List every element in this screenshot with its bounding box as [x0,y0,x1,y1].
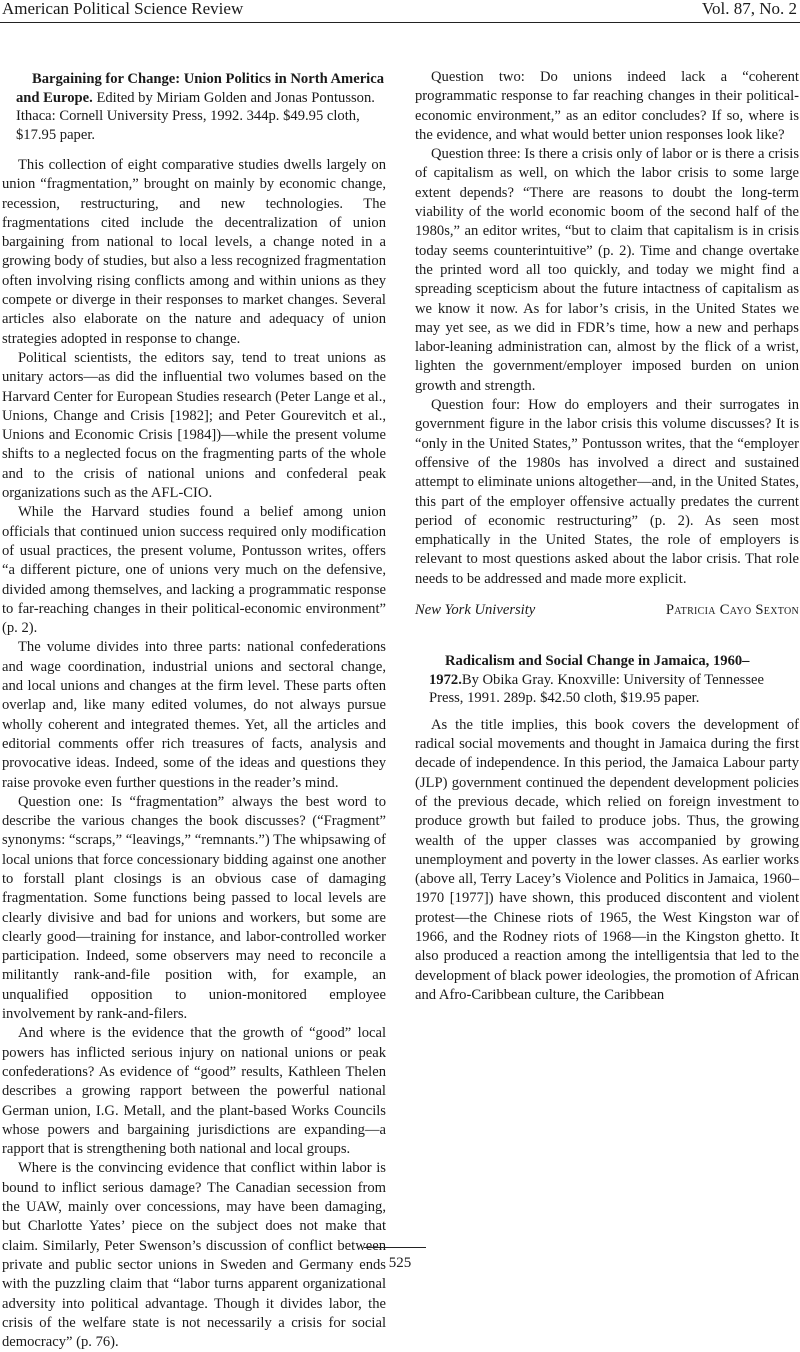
review-paragraph: This collection of eight comparative studies dwells largely on union “fragmentation,” brought on mainly by economic change, recession, restructuring, and new technologies. The fragmentations cited include the decentralization of union bargaining from national to local levels, a change noted in a growing body of studies, but also a less recognized fragmentation often involving rising conflicts among and within unions as they compete or diverge in their responses to market changes. Several articles also elaborate on the nature and adequacy of union strategies adopted in response to change. [2,157,386,347]
review-paragraph: Question one: Is “fragmentation” always the best word to describe the various changes the book discusses? (“Fragment” synonyms: “scraps,” “leavings,” “remnants.”) The whipsawing of local unions that force concessionary bidding against one another to forstall plant closings is an obvious case of damaging fragmentation. Some functions being passed to local levels are clearly divisive and bad for unions and workers, but some are clearly good—training for instance, and labor-controlled worker participation. Indeed, some observers may need to reconcile a militantly rank-and-file position with, for example, an unqualified opposition to union-monitored employee involvement by rank-and-filers. [2,793,386,1023]
review-paragraph: Question two: Do unions indeed lack a “coherent programmatic response to far reaching changes in their political-economic environment,” as an editor concludes? If so, where is the evidence, and what would better union responses look like? [415,69,799,143]
journal-name: American Political Science Review [2,0,244,18]
review-heading [415,652,799,708]
review-paragraph: Where is the convincing evidence that conflict within labor is bound to inflict serious damage? The Canadian secession from the UAW, mainly over concessions, may have been damaging, but Charlotte Yates’ piece on the subject does not make that claim. Similarly, Peter Swenson’s discussion of conflict between private and public sector unions in Sweden and Germany ends with the puzzling claim that “labor turns apparent organizational adversity into political advantage. Though it divides labor, the crisis of the welfare state is not necessarily a crisis for social democracy” (p. 76). [2,1160,386,1351]
reviewer-signature [415,601,799,620]
review-paragraph: Question three: Is there a crisis only of labor or is there a crisis of capitalism as well, on which the labor crisis to some large extent depends? “There are reasons to doubt the long-term viability of the world economic boom of the second half of the 1980s,” an editor writes, “but to claim that capitalism is in crisis today seems counterintuitive” (p. 2). Time and change overtake the printed word all too quickly, and today we might find a spreading scepticism about the future intactness of capitalism as we know it now. As for labor’s crisis, in the United States we may yet see, as we did in FDR’s time, how a new and perhaps labor-leaning administration can, almost by the flick of a wrist, lighten the government/employer imposed burden on union growth and strength. [415,146,799,394]
running-header [0,0,800,23]
reviewer-name: Patricia Cayo Sexton [665,602,799,619]
review-paragraph: Political scientists, the editors say, tend to treat unions as unitary actors—as did the influential two volumes based on the Harvard Center for European Studies research (Peter Lange et al., Unions, Change and Crisis [1982]; and Peter Gourevitch et al., Unions and Economic Crisis [1984])—while the present volume shifts to a neglected focus on the fragmenting parts of the whole and to the crisis of national unions and confederal peak organizations such as the AFL-CIO. [2,349,386,502]
page-number: 525 [388,1255,412,1271]
review-heading [2,70,386,144]
left-column [2,70,386,1352]
book-citation: Edited by Miriam Golden and Jonas Pontusson. Ithaca: Cornell University Press, 1992. 344p. $49.95 cloth, $17.95 paper. [16,89,375,143]
book-citation: By Obika Gray. Knoxville: University of Tennessee Press, 1991. 289p. $42.50 cloth, $19.95 paper. [429,671,764,707]
review-paragraph: Question four: How do employers and their surrogates in government figure in the labor crisis this volume discusses? It is “only in the United States,” Pontusson writes, that the “employer offensive of the 1980s has involved a direct and sustained attempt to eliminate unions altogether—and, in the United States, this part of the employer offensive actually predates the current period of economic restructuring” (p. 2). As seen most emphatically in the United States, the role of employers is relevant to most questions asked about the labor crisis. That role needs to be addressed and made more explicit. [415,397,799,587]
review-paragraph: The volume divides into three parts: national confederations and wage coordination, industrial unions and sectoral change, and local unions and changes at the firm level. These parts often overlap and, like many edited volumes, do not always pursue wholly coherent and integrated themes. Yet, all the articles and editorial comments offer rich treasures of facts, analysis and provocative ideas. Indeed, some of the ideas and questions they raise provoke even further questions in the reader’s mind. [2,639,386,791]
book-title: Radicalism and Social Change in Jamaica, 1960–1972. [429,653,750,688]
book-title: Bargaining for Change: Union Politics in North America and Europe. [16,71,385,106]
right-column [415,68,799,1005]
volume-issue: Vol. 87, No. 2 [701,0,797,18]
review-paragraph: While the Harvard studies found a belief among union officials that continued union success required only modification of usual practices, the present volume, Pontusson writes, offers “a different picture, one of unions very much on the defensive, divided among themselves, and lacking a programmatic response to far-reaching changes in their political-economic environment” (p. 2). [2,504,386,637]
review-paragraph: As the title implies, this book covers the development of radical social movements and thought in Jamaica during the first decade of independence. In this period, the Jamaica Labour party (JLP) government continued the dependent development policies of the previous decade, which relied on foreign investment to produce growth but failed to produce jobs. Thus, the growing wealth of the upper classes was accompanied by growing unemployment and poverty in the lower classes. As earlier works (above all, Terry Lacey’s Violence and Politics in Jamaica, 1960–1970 [1977]) have shown, this produced discontent and violent protest—the Chinese riots of 1965, the West Kingston war of 1966, and the Rodney riots of 1968—in the Kingston ghetto. It also produced a reaction among the intelligentsia that led to the development of black power ideologies, the promotion of African and Afro-Caribbean culture, the Caribbean [415,716,799,1003]
review-paragraph: And where is the evidence that the growth of “good” local powers has inflicted serious injury on national unions or peak confederations? As evidence of “good” results, Kathleen Thelen describes a growing rapport between the powerful national German union, I.G. Metall, and the plant-based Works Councils whose powers and bargaining jurisdictions are expanding—a rapport that is strengthening both national and local groups. [2,1025,386,1158]
reviewer-institution: New York University [415,602,536,619]
footer-rule [364,1247,426,1248]
